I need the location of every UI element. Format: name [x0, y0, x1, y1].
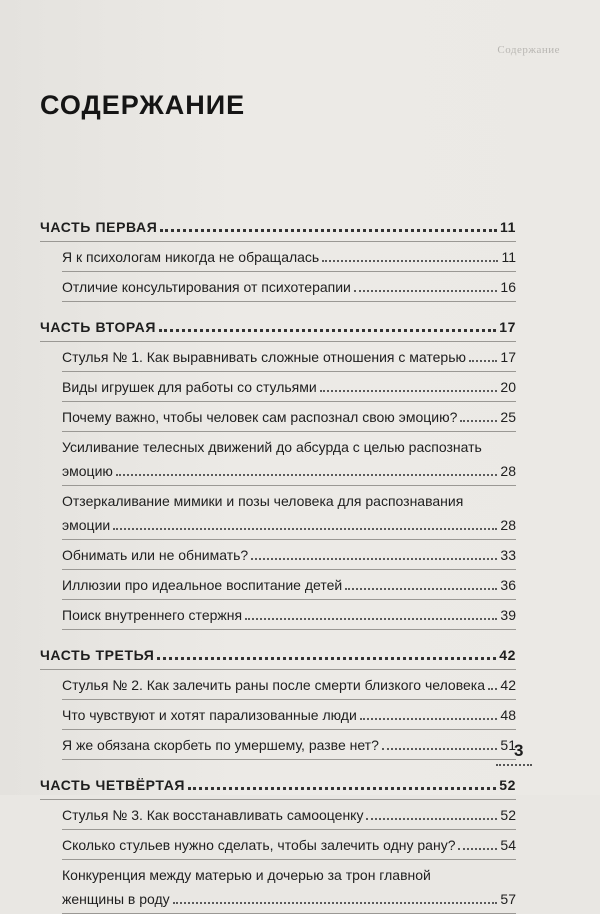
entry-title: Отличие консультирования от психотерапии: [62, 279, 351, 295]
entry-title-line2: женщины в роду: [62, 891, 170, 907]
entry-title: Что чувствуют и хотят парализованные люди: [62, 707, 357, 723]
entry-title-continuation: [62, 458, 516, 480]
leader-dots: [382, 748, 498, 750]
toc-entry[interactable]: [40, 570, 516, 594]
leader-dots: [159, 329, 496, 332]
page-title: СОДЕРЖАНИЕ: [40, 90, 246, 120]
leader-dots: [458, 848, 497, 850]
entry-title: Отзеркаливание мимики и позы человека для распознавания: [62, 493, 464, 509]
entry-page-number: 25: [500, 409, 516, 425]
leader-dots: [173, 902, 498, 904]
entry-page-number: 36: [500, 577, 516, 593]
entry-page-number: 16: [500, 279, 516, 295]
toc-entry[interactable]: [40, 490, 516, 534]
leader-dots: [157, 657, 496, 660]
entry-title-continuation: [62, 886, 516, 908]
toc-entry[interactable]: [40, 342, 516, 366]
leader-dots: [360, 718, 498, 720]
toc-part-heading[interactable]: [40, 638, 516, 664]
toc-part-heading[interactable]: [40, 310, 516, 336]
entry-page-number: 57: [500, 891, 516, 907]
entry-title-continuation: [62, 512, 516, 534]
toc-entry[interactable]: [40, 670, 516, 694]
toc-entry[interactable]: [40, 600, 516, 624]
entry-page-number: 48: [500, 707, 516, 723]
leader-dots: [251, 558, 497, 560]
entry-page-number: 39: [500, 607, 516, 623]
part-page-number: 52: [499, 777, 516, 793]
entry-title: Виды игрушек для работы со стульями: [62, 379, 317, 395]
entry-page-number: 28: [500, 463, 516, 479]
entry-page-number: 54: [500, 837, 516, 853]
running-header: Содержание: [497, 44, 560, 56]
leader-dots: [116, 474, 498, 476]
entry-title: Стулья № 3. Как восстанавливать самооценку: [62, 807, 364, 823]
entry-title: Я к психологам никогда не обращалась: [62, 249, 320, 265]
part-title: ЧАСТЬ ВТОРАЯ: [40, 319, 157, 335]
entry-page-number: 51: [500, 737, 516, 753]
entry-title: Обнимать или не обнимать?: [62, 547, 249, 563]
toc-entry[interactable]: [40, 242, 516, 266]
entry-title: Стулья № 1. Как выравнивать сложные отношения с матерью: [62, 349, 467, 365]
toc-entry[interactable]: [40, 540, 516, 564]
leader-dots: [320, 390, 498, 392]
leader-dots: [460, 420, 497, 422]
toc-entry[interactable]: [40, 272, 516, 296]
rule-divider: [62, 859, 516, 860]
entry-title: Почему важно, чтобы человек сам распознал свою эмоцию?: [62, 409, 458, 425]
entry-title-line2: эмоции: [62, 517, 111, 533]
entry-page-number: 28: [500, 517, 516, 533]
leader-dots: [113, 528, 497, 530]
entry-title: Конкуренция между матерью и дочерью за трон главной: [62, 867, 431, 883]
entry-title: Иллюзии про идеальное воспитание детей: [62, 577, 343, 593]
leader-dots: [488, 688, 497, 690]
rule-divider: [62, 759, 516, 760]
entry-page-number: 17: [500, 349, 516, 365]
toc-entry[interactable]: [40, 800, 516, 824]
leader-dots: [345, 588, 497, 590]
toc-entry[interactable]: [40, 864, 516, 908]
entry-title: Я же обязана скорбеть по умершему, разве нет?: [62, 737, 379, 753]
toc-entry[interactable]: [40, 830, 516, 854]
toc-entry[interactable]: [40, 402, 516, 426]
entry-title: Поиск внутреннего стержня: [62, 607, 243, 623]
page-number-ornament: [496, 764, 532, 766]
page-number: 3: [514, 741, 524, 760]
rule-divider: [62, 431, 516, 432]
leader-dots: [245, 618, 497, 620]
entry-page-number: 52: [500, 807, 516, 823]
entry-title-line2: эмоцию: [62, 463, 113, 479]
part-title: ЧАСТЬ ЧЕТВЁРТАЯ: [40, 777, 186, 793]
entry-title: Стулья № 2. Как залечить раны после смерти близкого человека: [62, 677, 485, 693]
toc-entry[interactable]: [40, 700, 516, 724]
entry-page-number: 42: [500, 677, 516, 693]
toc-entry[interactable]: [40, 372, 516, 396]
rule-divider: [62, 301, 516, 302]
leader-dots: [469, 360, 497, 362]
rule-divider: [62, 485, 516, 486]
rule-divider: [62, 629, 516, 630]
entry-title: Усиливание телесных движений до абсурда с целью распознать: [62, 439, 482, 455]
toc-part-heading[interactable]: [40, 210, 516, 236]
part-page-number: 42: [499, 647, 516, 663]
entry-page-number: 20: [500, 379, 516, 395]
table-of-contents: [40, 210, 516, 914]
leader-dots: [160, 229, 497, 232]
leader-dots: [354, 290, 498, 292]
toc-part-heading[interactable]: [40, 768, 516, 794]
leader-dots: [366, 818, 497, 820]
part-title: ЧАСТЬ ПЕРВАЯ: [40, 219, 158, 235]
part-page-number: 11: [500, 219, 516, 235]
entry-page-number: 11: [501, 249, 516, 265]
entry-page-number: 33: [500, 547, 516, 563]
part-page-number: 17: [499, 319, 516, 335]
toc-entry[interactable]: [40, 730, 516, 754]
entry-title: Сколько стульев нужно сделать, чтобы залечить одну рану?: [62, 837, 456, 853]
leader-dots: [322, 260, 498, 262]
toc-entry[interactable]: [40, 436, 516, 480]
part-title: ЧАСТЬ ТРЕТЬЯ: [40, 647, 155, 663]
leader-dots: [188, 787, 496, 790]
